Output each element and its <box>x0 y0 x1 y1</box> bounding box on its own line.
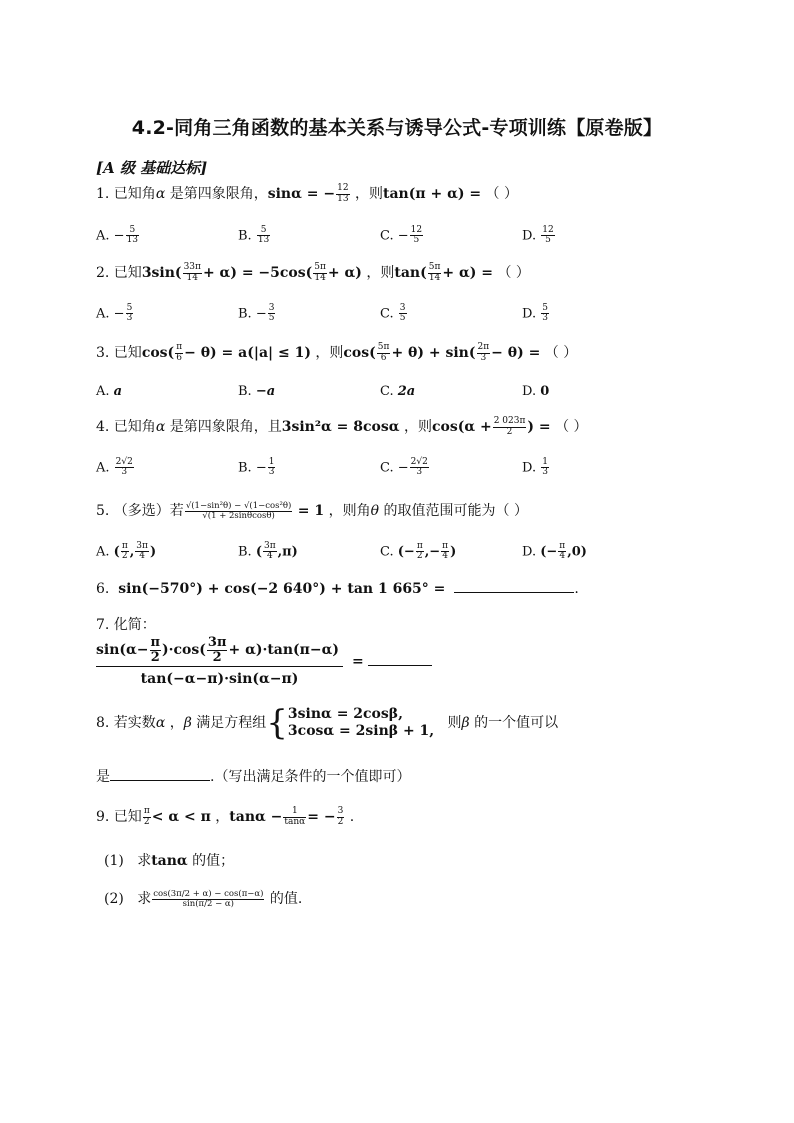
option-b[interactable]: B. − $\frac{3}{5}$ <box>238 303 275 324</box>
option-b[interactable]: B. $\frac{5}{13}$ <box>238 225 270 246</box>
answer-blank[interactable] <box>454 580 574 593</box>
option-d[interactable]: D. (− $\frac{\pi}{4}$ ,0) <box>522 541 587 562</box>
option-c[interactable]: C. $\frac{3}{5}$ <box>380 303 406 324</box>
option-c[interactable]: C. − $\frac{2√2}{3}$ <box>380 457 428 478</box>
option-a[interactable]: A. − $\frac{5}{3}$ <box>96 303 133 324</box>
question-3: 3. 已知cos( $\frac{\pi}{6}$ − θ) = a(|a| ≤ 1) ，则cos( $\frac{5\pi}{6}$ + θ) + sin( $\frac{2\pi}{3}$ − θ) = （ ） <box>96 342 578 363</box>
question-2: 2. 已知3sin( $\frac{33\pi}{14}$ + α) = −5cos( $\frac{5\pi}{14}$ + α) ，则tan( $\frac{5\pi}{14}$ + α) = （ ） <box>96 262 530 283</box>
question-5: 5. （多选）若 $\frac{\text{√(1−sin²θ) − √(1−cos²θ)}}{√(1 + 2\sin\theta\cos\theta)}$ = 1 ，则角θ 的取值范围可能为（ ） <box>96 500 528 521</box>
question-9: 9. 已知 $\frac{\pi}{2}$ < α < π ，tanα − $\frac{1}{\tan\alpha}$ = − $\frac{3}{2}$ . <box>96 806 355 827</box>
option-d[interactable]: D. $\frac{5}{3}$ <box>522 303 548 324</box>
option-a[interactable]: A. a <box>96 384 123 399</box>
option-b[interactable]: B. − $\frac{1}{3}$ <box>238 457 275 478</box>
option-d[interactable]: D. $\frac{1}{3}$ <box>522 457 548 478</box>
option-a[interactable]: A. $\frac{2√2}{3}$ <box>96 457 133 478</box>
question-4: 4. 已知角α 是第四象限角，且3sin²α = 8cosα ，则cos(α + $\frac{2 023\pi}{2}$ ) = （ ） <box>96 416 588 437</box>
question-9-part-2: (2) 求 $\frac{\cos(3\pi/2 + \alpha) - \cos(\pi-\alpha)}{\sin(\pi/2 - \alpha)}$ 的值. <box>104 888 303 909</box>
question-6: 6. sin(−570°) + cos(−2 640°) + tan 1 665° = . <box>96 581 579 597</box>
question-8: 8. 若实数α ，β 满足方程组{ 3sinα = 2cosβ, 3cosα = 2sinβ + 1, 则β 的一个值可以 <box>96 703 559 743</box>
section-heading: [A 级 基础达标] <box>96 159 208 177</box>
question-9-part-1: (1) 求tanα 的值； <box>104 853 235 869</box>
option-c[interactable]: C. (− $\frac{\pi}{2}$ ,− $\frac{\pi}{4}$ ) <box>380 541 457 562</box>
page-title: 4.2-同角三角函数的基本关系与诱导公式-专项训练【原卷版】 <box>131 117 663 139</box>
option-a[interactable]: A. − $\frac{5}{13}$ <box>96 225 139 246</box>
option-c[interactable]: C. − $\frac{12}{5}$ <box>380 225 423 246</box>
option-d[interactable]: D. $\frac{12}{5}$ <box>522 225 554 246</box>
answer-blank[interactable] <box>110 768 210 781</box>
option-d[interactable]: D. 0 <box>522 384 550 399</box>
question-7-expression: sin(α− $\frac{\pi}{2}$ )·cos( $\frac{3\pi}{2}$ + α)·tan(π−α) tan(−α−π)·sin(α−π) = <box>96 636 432 687</box>
option-c[interactable]: C. 2a <box>380 384 416 399</box>
option-a[interactable]: A. ( $\frac{\pi}{2}$ , $\frac{3\pi}{4}$ ) <box>96 541 157 562</box>
option-b[interactable]: B. ( $\frac{3\pi}{4}$ ,π) <box>238 541 298 562</box>
answer-blank[interactable] <box>368 653 432 666</box>
question-7-label: 7. 化简： <box>96 617 156 633</box>
option-b[interactable]: B. −a <box>238 384 276 399</box>
question-8-line-2: 是 .（写出满足条件的一个值即可） <box>96 769 411 785</box>
question-1: 1. 已知角α 是第四象限角，sinα = − $\frac{12}{13}$ ，则tan(π + α) = （ ） <box>96 183 518 204</box>
